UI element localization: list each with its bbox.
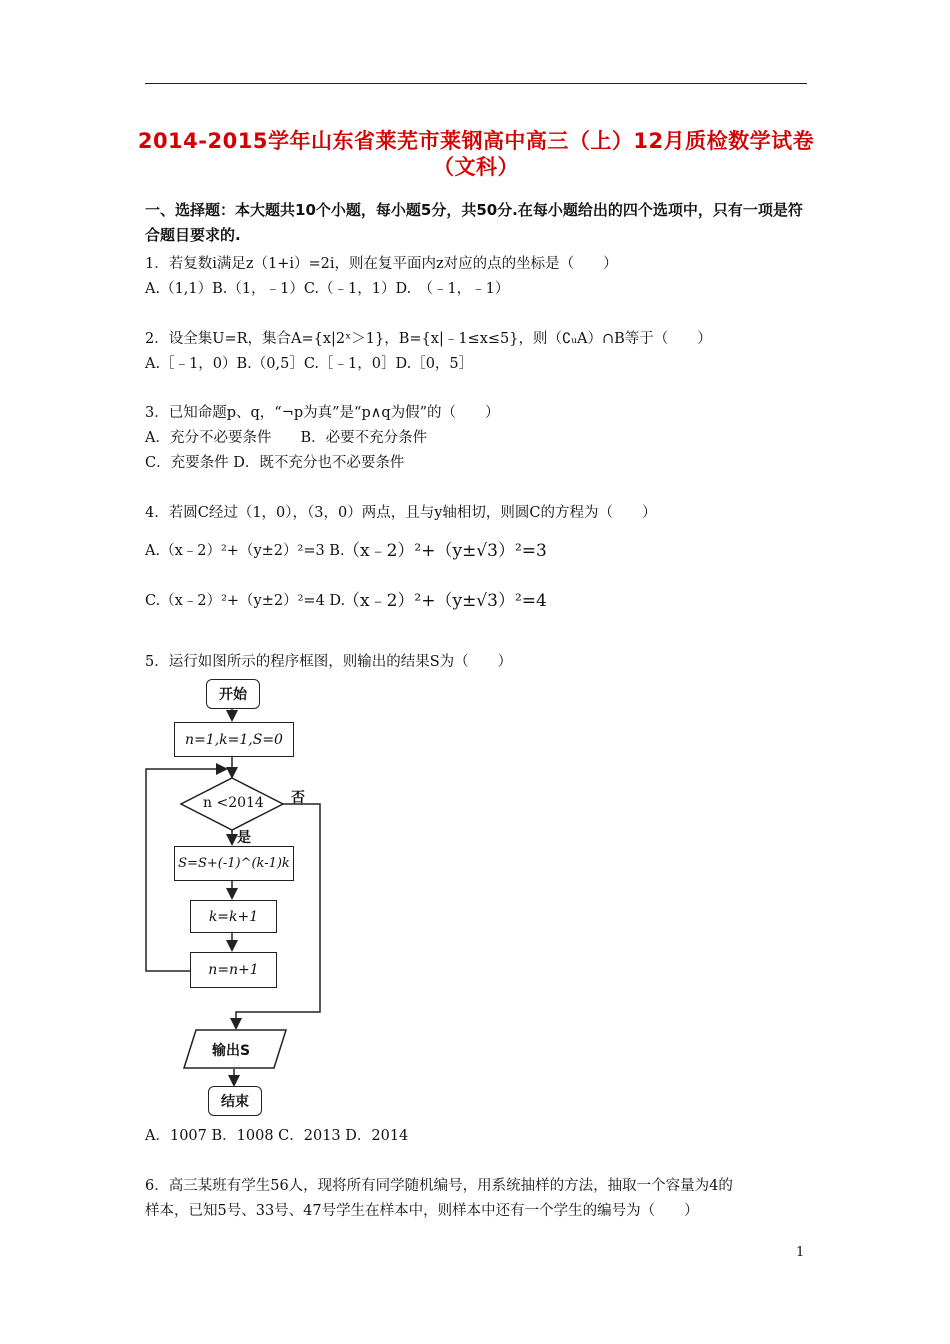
- q3-options-cd: C．充要条件 D．既不充分也不必要条件: [145, 455, 405, 471]
- q6-stem-line2: 样本，已知5号、33号、47号学生在样本中，则样本中还有一个学生的编号为（ ）: [145, 1203, 699, 1219]
- program-flowchart: [140, 675, 340, 1120]
- flow-no-label: 否: [291, 790, 305, 806]
- q1-stem: 1．若复数i满足z（1+i）=2i，则在复平面内z对应的点的坐标是（ ）: [145, 256, 618, 272]
- header-rule: [145, 83, 807, 84]
- q3-options-ab: A．充分不必要条件 B．必要不充分条件: [145, 430, 428, 446]
- q4-option-d: （x﹣2）²+（y±√3）²=4: [343, 591, 547, 611]
- flow-yes-label: 是: [237, 830, 251, 846]
- flow-end: 结束: [208, 1086, 262, 1116]
- flow-condition: n <2014: [203, 795, 264, 811]
- flow-s-update: S=S+(-1)^(k-1)k: [174, 846, 294, 881]
- section-heading: 一、选择题：本大题共10个小题，每小题5分，共50分.在每小题给出的四个选项中，只有一项是符合题目要求的.: [145, 201, 803, 244]
- q5-stem: 5．运行如图所示的程序框图，则输出的结果S为（ ）: [145, 654, 513, 670]
- flow-output: 输出S: [212, 1043, 251, 1059]
- q4-option-a: A.（x﹣2）²+（y±2）²=3 B.: [145, 543, 345, 559]
- page-number: 1: [796, 1245, 805, 1260]
- q2-options: A.［﹣1，0）B.（0,5］C.［﹣1，0］D.［0，5］: [145, 356, 474, 372]
- flow-n-update: n=n+1: [190, 952, 277, 988]
- flow-k-update: k=k+1: [190, 900, 277, 933]
- exam-subtitle: （文科）: [433, 155, 519, 179]
- q6-stem-line1: 6．高三某班有学生56人，现将所有同学随机编号，用系统抽样的方法，抽取一个容量为4的: [145, 1178, 733, 1194]
- q1-options: A.（1,1）B.（1，﹣1）C.（﹣1，1）D. （﹣1，﹣1）: [145, 281, 510, 297]
- q5-options: A．1007 B．1008 C．2013 D．2014: [145, 1128, 409, 1144]
- q2-stem: 2．设全集U=R，集合A={x|2ˣ＞1}，B={x|﹣1≤x≤5}，则（∁ᵤA）∩B等于（ ）: [145, 331, 712, 347]
- q4-option-b: （x﹣2）²+（y±√3）²=3: [343, 541, 547, 561]
- flow-start: 开始: [206, 679, 260, 709]
- q4-stem: 4．若圆C经过（1，0），（3，0）两点，且与y轴相切，则圆C的方程为（ ）: [145, 505, 657, 521]
- flow-init: n=1,k=1,S=0: [174, 722, 294, 757]
- q4-option-c: C.（x﹣2）²+（y±2）²=4 D.: [145, 593, 346, 609]
- exam-title: 2014-2015学年山东省莱芜市莱钢高中高三（上）12月质检数学试卷: [137, 129, 815, 153]
- q3-stem: 3．已知命题p、q，“¬p为真”是“p∧q为假”的（ ）: [145, 405, 500, 421]
